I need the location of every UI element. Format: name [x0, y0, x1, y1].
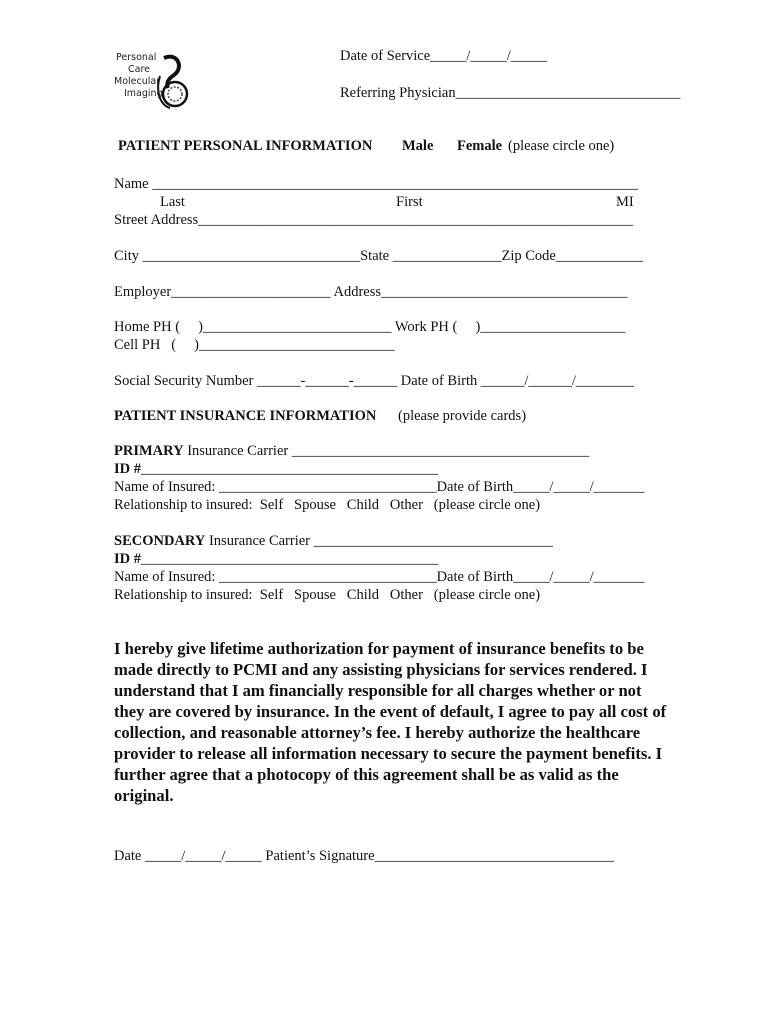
pcmi-logo — [112, 48, 194, 120]
date-of-service-field[interactable]: Date of Service_____/_____/_____ — [340, 48, 547, 64]
secondary-name-insured-row[interactable]: Name of Insured: ______________________________Date of Birth_____/_____/_______ — [114, 569, 645, 585]
secondary-carrier-field[interactable]: Insurance Carrier _________________________________ — [205, 533, 553, 549]
primary-relationship-row[interactable]: Relationship to insured: Self Spouse Child Other (please circle one) — [114, 497, 541, 513]
referring-physician-field[interactable]: Referring Physician_______________________________ — [340, 85, 681, 101]
secondary-relationship-row[interactable]: Relationship to insured: Self Spouse Child Other (please circle one) — [114, 587, 541, 603]
city-state-zip-row[interactable]: City ______________________________State _______________Zip Code____________ — [114, 248, 643, 264]
employer-address-row[interactable]: Employer______________________ Address__________________________________ — [114, 284, 628, 300]
name-field[interactable]: Name ___________________________________________________________________ — [114, 176, 638, 192]
secondary-id-label: ID # — [114, 551, 141, 567]
personal-info-heading: PATIENT PERSONAL INFORMATION — [118, 138, 373, 154]
secondary-carrier-row[interactable] — [114, 532, 553, 550]
primary-id-label: ID # — [114, 461, 141, 477]
ssn-dob-row[interactable]: Social Security Number ______-______-______ Date of Birth ______/______/________ — [114, 373, 634, 389]
primary-name-insured-row[interactable]: Name of Insured: ______________________________Date of Birth_____/_____/_______ — [114, 479, 645, 495]
secondary-label: SECONDARY — [114, 533, 206, 549]
insurance-cards-note: (please provide cards) — [398, 408, 527, 424]
logo-line-3: Molecular — [114, 76, 161, 87]
insurance-info-heading: PATIENT INSURANCE INFORMATION — [114, 408, 377, 424]
name-sublabel-mi: MI — [616, 194, 634, 210]
logo-line-4: Imaging — [124, 88, 163, 99]
gender-male-option[interactable]: Male — [402, 138, 434, 154]
name-sublabel-first: First — [396, 194, 423, 210]
logo-line-2: Care — [128, 64, 150, 75]
home-work-phone-row[interactable]: Home PH ( )__________________________ Work PH ( )____________________ — [114, 319, 626, 335]
primary-carrier-row[interactable] — [114, 442, 589, 460]
secondary-id-field[interactable]: _________________________________________ — [141, 551, 439, 567]
street-address-field[interactable]: Street Address____________________________________________________________ — [114, 212, 634, 228]
primary-label: PRIMARY — [114, 443, 184, 459]
primary-id-row[interactable] — [114, 460, 438, 478]
gender-female-option[interactable]: Female — [457, 138, 503, 154]
primary-id-field[interactable]: _________________________________________ — [141, 461, 439, 477]
authorization-statement: I hereby give lifetime authorization for payment of insurance benefits to be made directly to PCMI and any assisting physicians for services rendered. I understand that I am financially responsible for all charges whether or not they are covered by insurance. In the event of default, I agree to pay all cost of collection, and reasonable attorney’s fee. I hereby authorize the healthcare provider to release all information necessary to secure the payment benefits. I further agree that a photocopy of this agreement shall be as valid as the original. — [114, 639, 667, 805]
name-sublabel-last: Last — [160, 194, 185, 210]
primary-carrier-field[interactable]: Insurance Carrier _________________________________________ — [183, 443, 590, 459]
secondary-id-row[interactable] — [114, 550, 438, 568]
logo-line-1: Personal — [116, 52, 157, 63]
gender-circle-note: (please circle one) — [508, 138, 615, 154]
date-signature-row[interactable]: Date _____/_____/_____ Patient’s Signature_________________________________ — [114, 848, 614, 864]
cell-phone-field[interactable]: Cell PH ( )___________________________ — [114, 337, 395, 353]
